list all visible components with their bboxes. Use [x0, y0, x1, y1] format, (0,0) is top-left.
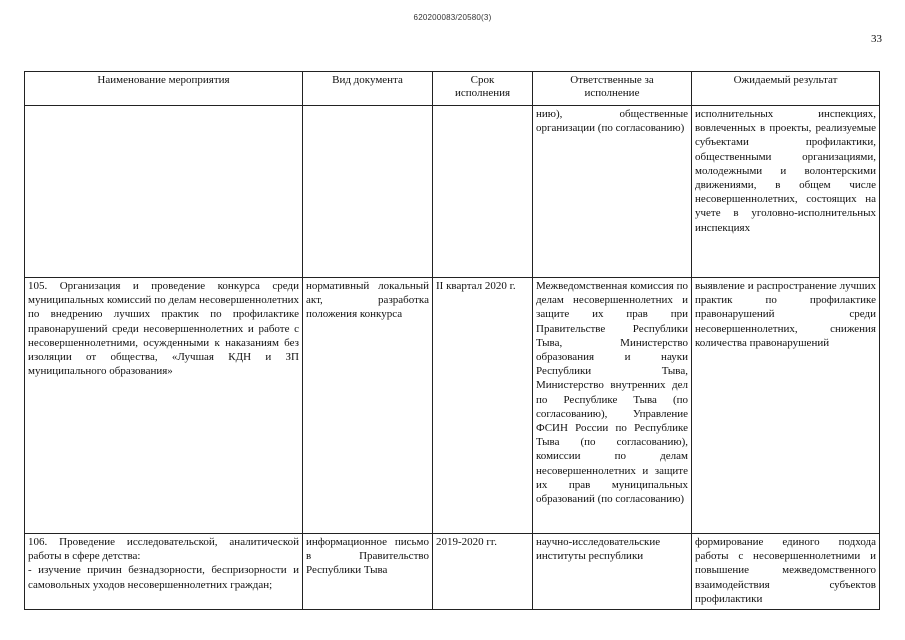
- cell-document-type: информационное письмо в Правительство Республики Тыва: [303, 534, 433, 610]
- header-measure-name: Наименование мероприятия: [25, 72, 303, 106]
- header-responsible: Ответственные за исполнение: [533, 72, 692, 106]
- cell-expected-result: формирование единого подхода работы с несовершеннолетними и повышение межведомственного взаимодействия субъектов профилактики: [692, 534, 880, 610]
- page-number: 33: [871, 33, 882, 45]
- table-header-row: [25, 72, 880, 106]
- cell-deadline: [433, 106, 533, 278]
- cell-responsible: Межведомственная комиссия по делам несовершеннолетних и защите их прав при Правительстве Республики Тыва, Министерство образования и науки Республики Тыва, Министерство внутренних дел по Республике Тыва (по согласованию), Управление ФСИН России по Республике Тыва (по согласованию), комиссии по делам несовершеннолетних и защите их прав муниципальных образований (по согласованию): [533, 278, 692, 534]
- cell-deadline: 2019-2020 гг.: [433, 534, 533, 610]
- cell-measure-name: 106. Проведение исследовательской, аналитической работы в сфере детства: - изучение причин безнадзорности, беспризорности и самовольных уходов несовершеннолетних граждан;: [25, 534, 303, 610]
- cell-expected-result: выявление и распространение лучших практик по профилактике правонарушений среди несовершеннолетних, снижения количества правонарушений: [692, 278, 880, 534]
- header-expected-result: Ожидаемый результат: [692, 72, 880, 106]
- header-deadline: Срок исполнения: [433, 72, 533, 106]
- table-row-continuation: [25, 106, 880, 278]
- cell-responsible: нию), общественные организации (по согласованию): [533, 106, 692, 278]
- cell-measure-name: [25, 106, 303, 278]
- measures-table: [24, 71, 880, 610]
- document-id: 620200083/20580(3): [413, 13, 492, 22]
- cell-measure-name: 105. Организация и проведение конкурса среди муниципальных комиссий по делам несовершеннолетних по внедрению лучших практик по профилактике правонарушений среди несовершеннолетних и работе с несовершеннолетними, осужденными к наказаниям без изоляции от общества, «Лучшая КДН и ЗП муниципального образования»: [25, 278, 303, 534]
- table-row-106: [25, 534, 880, 610]
- cell-deadline: II квартал 2020 г.: [433, 278, 533, 534]
- header-document-type: Вид документа: [303, 72, 433, 106]
- cell-document-type: нормативный локальный акт, разработка положения конкурса: [303, 278, 433, 534]
- table-row-105: [25, 278, 880, 534]
- cell-document-type: [303, 106, 433, 278]
- cell-expected-result: исполнительных инспекциях, вовлеченных в проекты, реализуемые субъектами профилактики, общественными организациями, молодежными и волонтерскими движениями, в общем числе несовершеннолетних, состоящих на учете в уголовно-исполнительных инспекциях: [692, 106, 880, 278]
- cell-responsible: научно-исследовательские институты республики: [533, 534, 692, 610]
